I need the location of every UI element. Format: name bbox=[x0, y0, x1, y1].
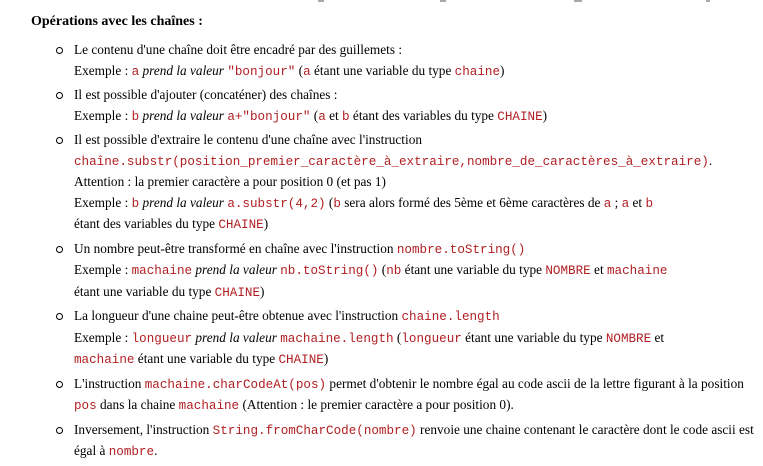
list-item-charcodeat: L'instruction machaine.charCodeAt(pos) permet d'obtenir le nombre égal au code ascii de la lettre figurant à la position pos dans la chaine machaine (Attention : le premier caractère a pour position 0). bbox=[0, 374, 755, 417]
list-item-quotes: Le contenu d'une chaîne doit être encadré par des guillemets : Exemple : a prend la valeur "bonjour" (a étant une variable du type chaine) bbox=[0, 40, 755, 82]
operations-list bbox=[0, 40, 755, 466]
list-item-tostring: Un nombre peut-être transformé en chaîne avec l'instruction nombre.toString() Exemple : machaine prend la valeur nb.toString() (nb étant une variable du type NOMBRE et machaine étant une variable du type CHAINE) bbox=[0, 239, 755, 304]
list-item-length: La longueur d'une chaine peut-être obtenue avec l'instruction chaine.length Exemple : longueur prend la valeur machaine.length (longueur étant une variable du type NOMBRE et machaine étant une variable du type CHAINE) bbox=[0, 306, 755, 371]
top-clipped-line bbox=[0, 0, 763, 3]
list-item-concat: Il est possible d'ajouter (concaténer) des chaînes : Exemple : b prend la valeur a+"bonjour" (a et b étant des variables du type CHAINE) bbox=[0, 85, 755, 127]
list-item-fromcharcode: Inversement, l'instruction String.fromCharCode(nombre) renvoie une chaine contenant le caractère dont le code ascii est égal à nombre. bbox=[0, 420, 755, 463]
section-heading: Opérations avec les chaînes : bbox=[31, 14, 203, 29]
list-item-substr: Il est possible d'extraire le contenu d'une chaîne avec l'instruction chaîne.substr(position_premier_caractère_à_extraire,nombre_de_caractères_à_extraire). Attention : la premier caractère a pour position 0 (et pas 1) Exemple : b prend la valeur a.substr(4,2) (b sera alors formé des 5ème et 6ème caractères de a ; a et b étant des variables du type CHAINE) bbox=[0, 130, 755, 236]
